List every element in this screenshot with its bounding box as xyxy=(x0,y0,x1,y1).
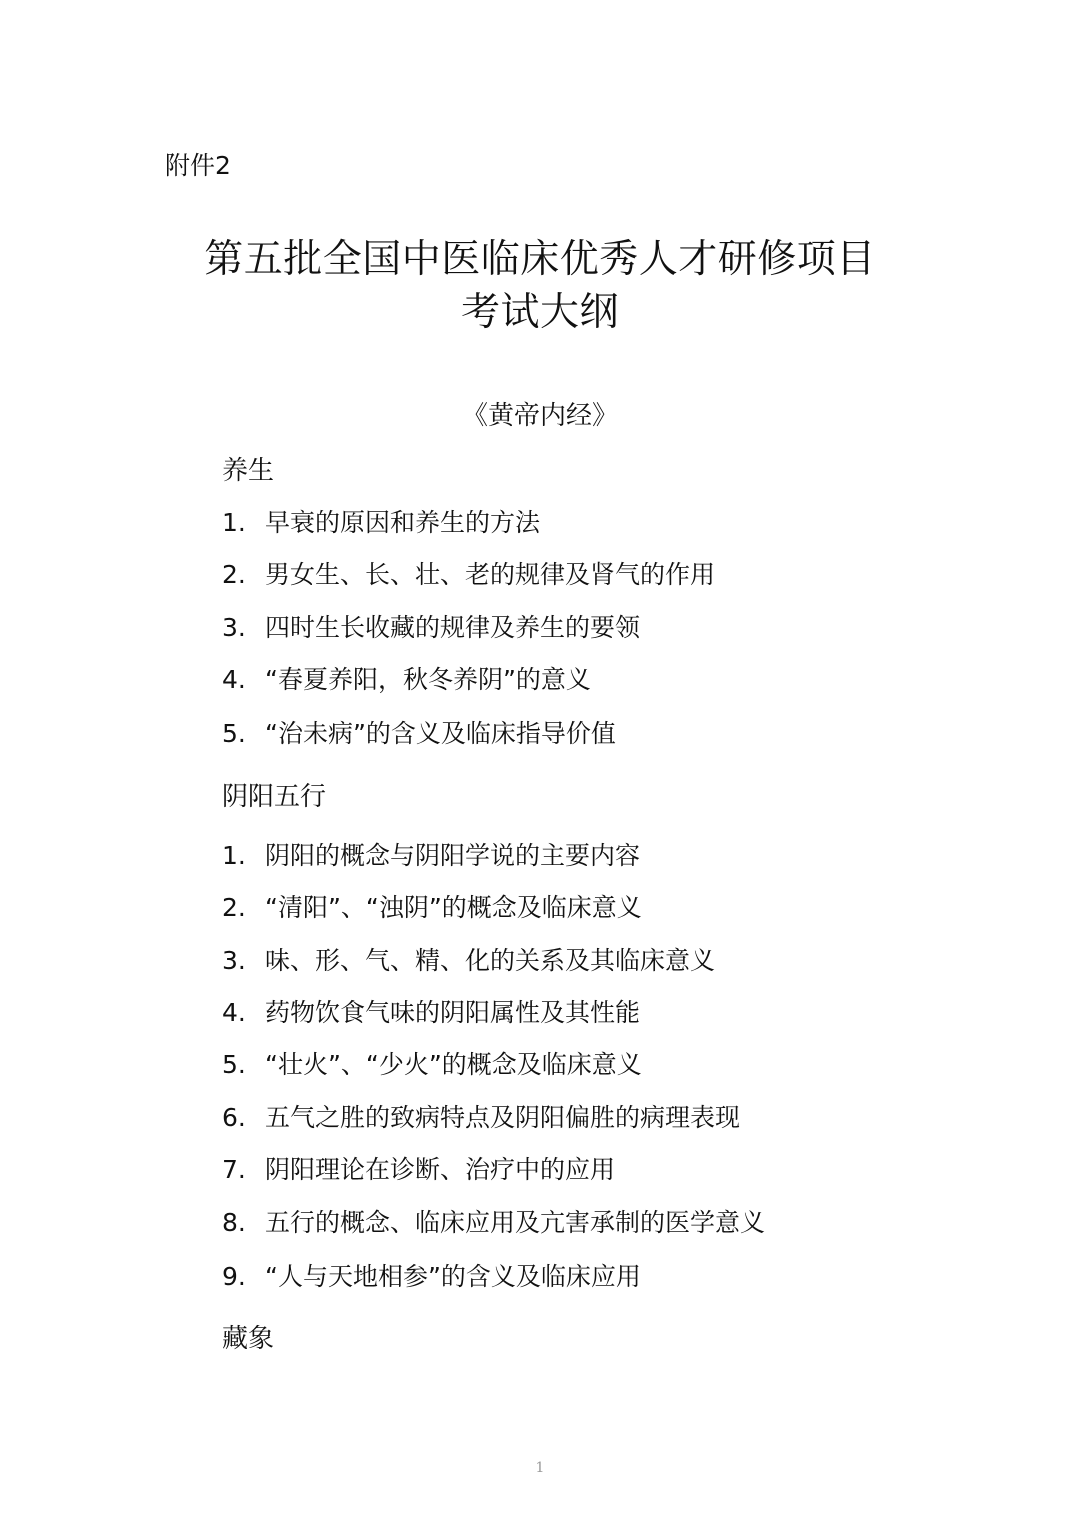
list-item-number: 8. xyxy=(222,1208,246,1237)
document-title-line-2: 考试大纲 xyxy=(460,290,619,335)
list-item xyxy=(222,1150,615,1190)
list-item-text: 男女生、长、壮、老的规律及肾气的作用 xyxy=(265,560,716,589)
list-item xyxy=(222,941,715,981)
list-item-number: 7. xyxy=(222,1155,246,1184)
list-item xyxy=(222,714,616,754)
list-item xyxy=(222,608,640,648)
list-item-text: 四时生长收藏的规律及养生的要领 xyxy=(265,613,641,642)
list-item-text: 阴阳的概念与阴阳学说的主要内容 xyxy=(265,841,641,870)
list-item-number: 4. xyxy=(222,665,246,694)
list-item xyxy=(222,555,715,595)
section-heading-yinyang-wuxing: 阴阳五行 xyxy=(222,782,327,812)
list-item-number: 1. xyxy=(222,841,246,870)
section-heading-yangsheng: 养生 xyxy=(222,456,275,486)
document-title-line-1: 第五批全国中医临床优秀人才研修项目 xyxy=(204,237,876,282)
list-item xyxy=(222,993,640,1033)
list-item-text: “人与天地相参”的含义及临床应用 xyxy=(265,1262,641,1291)
list-item xyxy=(222,1098,740,1138)
list-item-text: 早衰的原因和养生的方法 xyxy=(265,508,541,537)
list-item xyxy=(222,660,591,700)
list-item xyxy=(222,503,540,543)
attachment-label: 附件2 xyxy=(165,151,231,180)
page-number: 1 xyxy=(535,1460,545,1476)
list-item xyxy=(222,1045,642,1085)
list-item xyxy=(222,1203,765,1243)
list-item-text: 阴阳理论在诊断、治疗中的应用 xyxy=(265,1155,616,1184)
list-item-text: 五行的概念、临床应用及亢害承制的医学意义 xyxy=(265,1208,766,1237)
list-item-number: 3. xyxy=(222,613,246,642)
list-item-text: “清阳”、“浊阴”的概念及临床意义 xyxy=(265,893,642,922)
list-item-text: “壮火”、“少火”的概念及临床意义 xyxy=(265,1050,642,1079)
list-item-text: 味、形、气、精、化的关系及其临床意义 xyxy=(265,946,716,975)
list-item-number: 5. xyxy=(222,1050,246,1079)
list-item xyxy=(222,888,642,928)
list-item-number: 3. xyxy=(222,946,246,975)
list-item xyxy=(222,836,640,876)
list-item-number: 5. xyxy=(222,719,246,748)
list-item-text: “春夏养阳，秋冬养阴”的意义 xyxy=(265,665,591,694)
list-item xyxy=(222,1257,641,1297)
list-item-number: 2. xyxy=(222,893,246,922)
list-item-number: 1. xyxy=(222,508,246,537)
list-item-text: 五气之胜的致病特点及阴阳偏胜的病理表现 xyxy=(265,1103,741,1132)
list-item-number: 6. xyxy=(222,1103,246,1132)
section-heading-zangxiang: 藏象 xyxy=(222,1324,275,1354)
book-title: 《黄帝内经》 xyxy=(461,401,618,431)
list-item-number: 2. xyxy=(222,560,246,589)
list-item-text: “治未病”的含义及临床指导价值 xyxy=(265,719,616,748)
list-item-text: 药物饮食气味的阴阳属性及其性能 xyxy=(265,998,641,1027)
list-item-number: 9. xyxy=(222,1262,246,1291)
list-item-number: 4. xyxy=(222,998,246,1027)
